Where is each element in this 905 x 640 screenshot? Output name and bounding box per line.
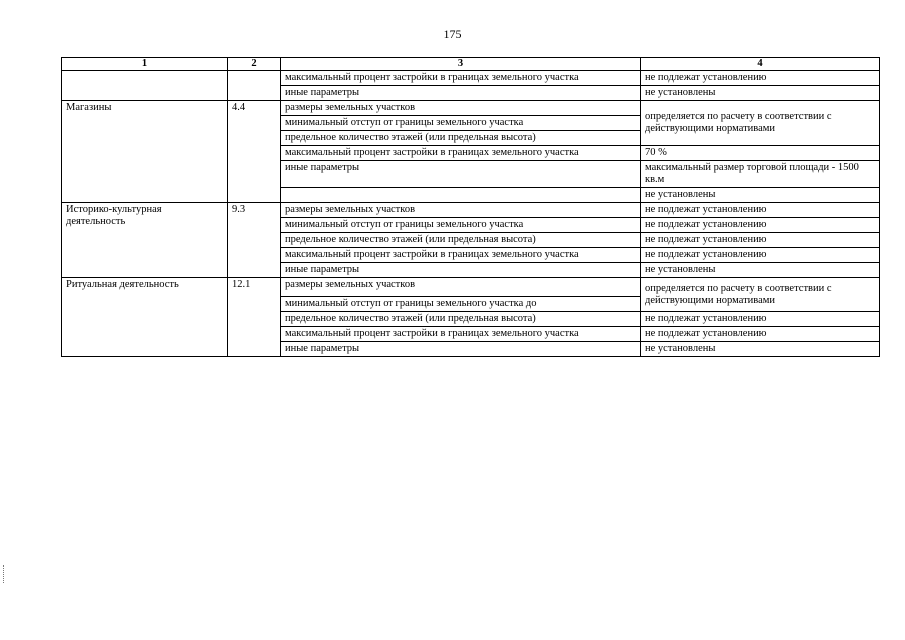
param-cell: размеры земельных участков [281, 101, 641, 116]
param-cell: размеры земельных участков [281, 203, 641, 218]
use-code-cell: 4.4 [228, 101, 281, 203]
param-cell: минимальный отступ от границы земельного участка до [281, 297, 641, 312]
value-cell: 70 % [641, 146, 880, 161]
column-header-4: 4 [641, 58, 880, 71]
param-cell: иные параметры [281, 342, 641, 357]
value-cell: не установлены [641, 263, 880, 278]
parameters-table [61, 57, 880, 357]
param-cell: максимальный процент застройки в границах земельного участка [281, 327, 641, 342]
value-cell: максимальный размер торговой площади - 1500 кв.м [641, 161, 880, 188]
value-cell: не подлежат установлению [641, 203, 880, 218]
value-cell: не подлежат установлению [641, 233, 880, 248]
value-cell: не установлены [641, 342, 880, 357]
param-cell: минимальный отступ от границы земельного участка [281, 218, 641, 233]
param-cell: иные параметры [281, 161, 641, 188]
value-cell: не подлежат установлению [641, 218, 880, 233]
value-cell: не подлежат установлению [641, 327, 880, 342]
value-cell: не установлены [641, 86, 880, 101]
param-cell: максимальный процент застройки в границах земельного участка [281, 146, 641, 161]
use-name-cell [62, 71, 228, 101]
use-code-cell: 12.1 [228, 278, 281, 357]
table-row [62, 101, 880, 116]
table-row [62, 71, 880, 86]
use-name-cell: Ритуальная деятельность [62, 278, 228, 357]
param-cell: иные параметры [281, 263, 641, 278]
param-cell [281, 188, 641, 203]
table-header-row [62, 58, 880, 71]
param-cell: максимальный процент застройки в границах земельного участка [281, 248, 641, 263]
use-name-cell: Магазины [62, 101, 228, 203]
value-cell: не подлежат установлению [641, 71, 880, 86]
table-row [62, 278, 880, 297]
page-number: 175 [443, 27, 462, 41]
binding-margin-mark [3, 565, 7, 583]
value-cell: не подлежат установлению [641, 312, 880, 327]
param-cell: максимальный процент застройки в границах земельного участка [281, 71, 641, 86]
use-name-cell: Историко-культурная деятельность [62, 203, 228, 278]
value-cell: определяется по расчету в соответствии с действующими нормативами [641, 101, 880, 146]
param-cell: предельное количество этажей (или предельная высота) [281, 312, 641, 327]
value-cell: не подлежат установлению [641, 248, 880, 263]
use-code-cell: 9.3 [228, 203, 281, 278]
table-row [62, 203, 880, 218]
param-cell: минимальный отступ от границы земельного участка [281, 116, 641, 131]
param-cell: размеры земельных участков [281, 278, 641, 297]
use-code-cell [228, 71, 281, 101]
param-cell: иные параметры [281, 86, 641, 101]
param-cell: предельное количество этажей (или предельная высота) [281, 131, 641, 146]
column-header-3: 3 [281, 58, 641, 71]
value-cell: определяется по расчету в соответствии с действующими нормативами [641, 278, 880, 312]
value-cell: не установлены [641, 188, 880, 203]
column-header-1: 1 [62, 58, 228, 71]
column-header-2: 2 [228, 58, 281, 71]
param-cell: предельное количество этажей (или предельная высота) [281, 233, 641, 248]
